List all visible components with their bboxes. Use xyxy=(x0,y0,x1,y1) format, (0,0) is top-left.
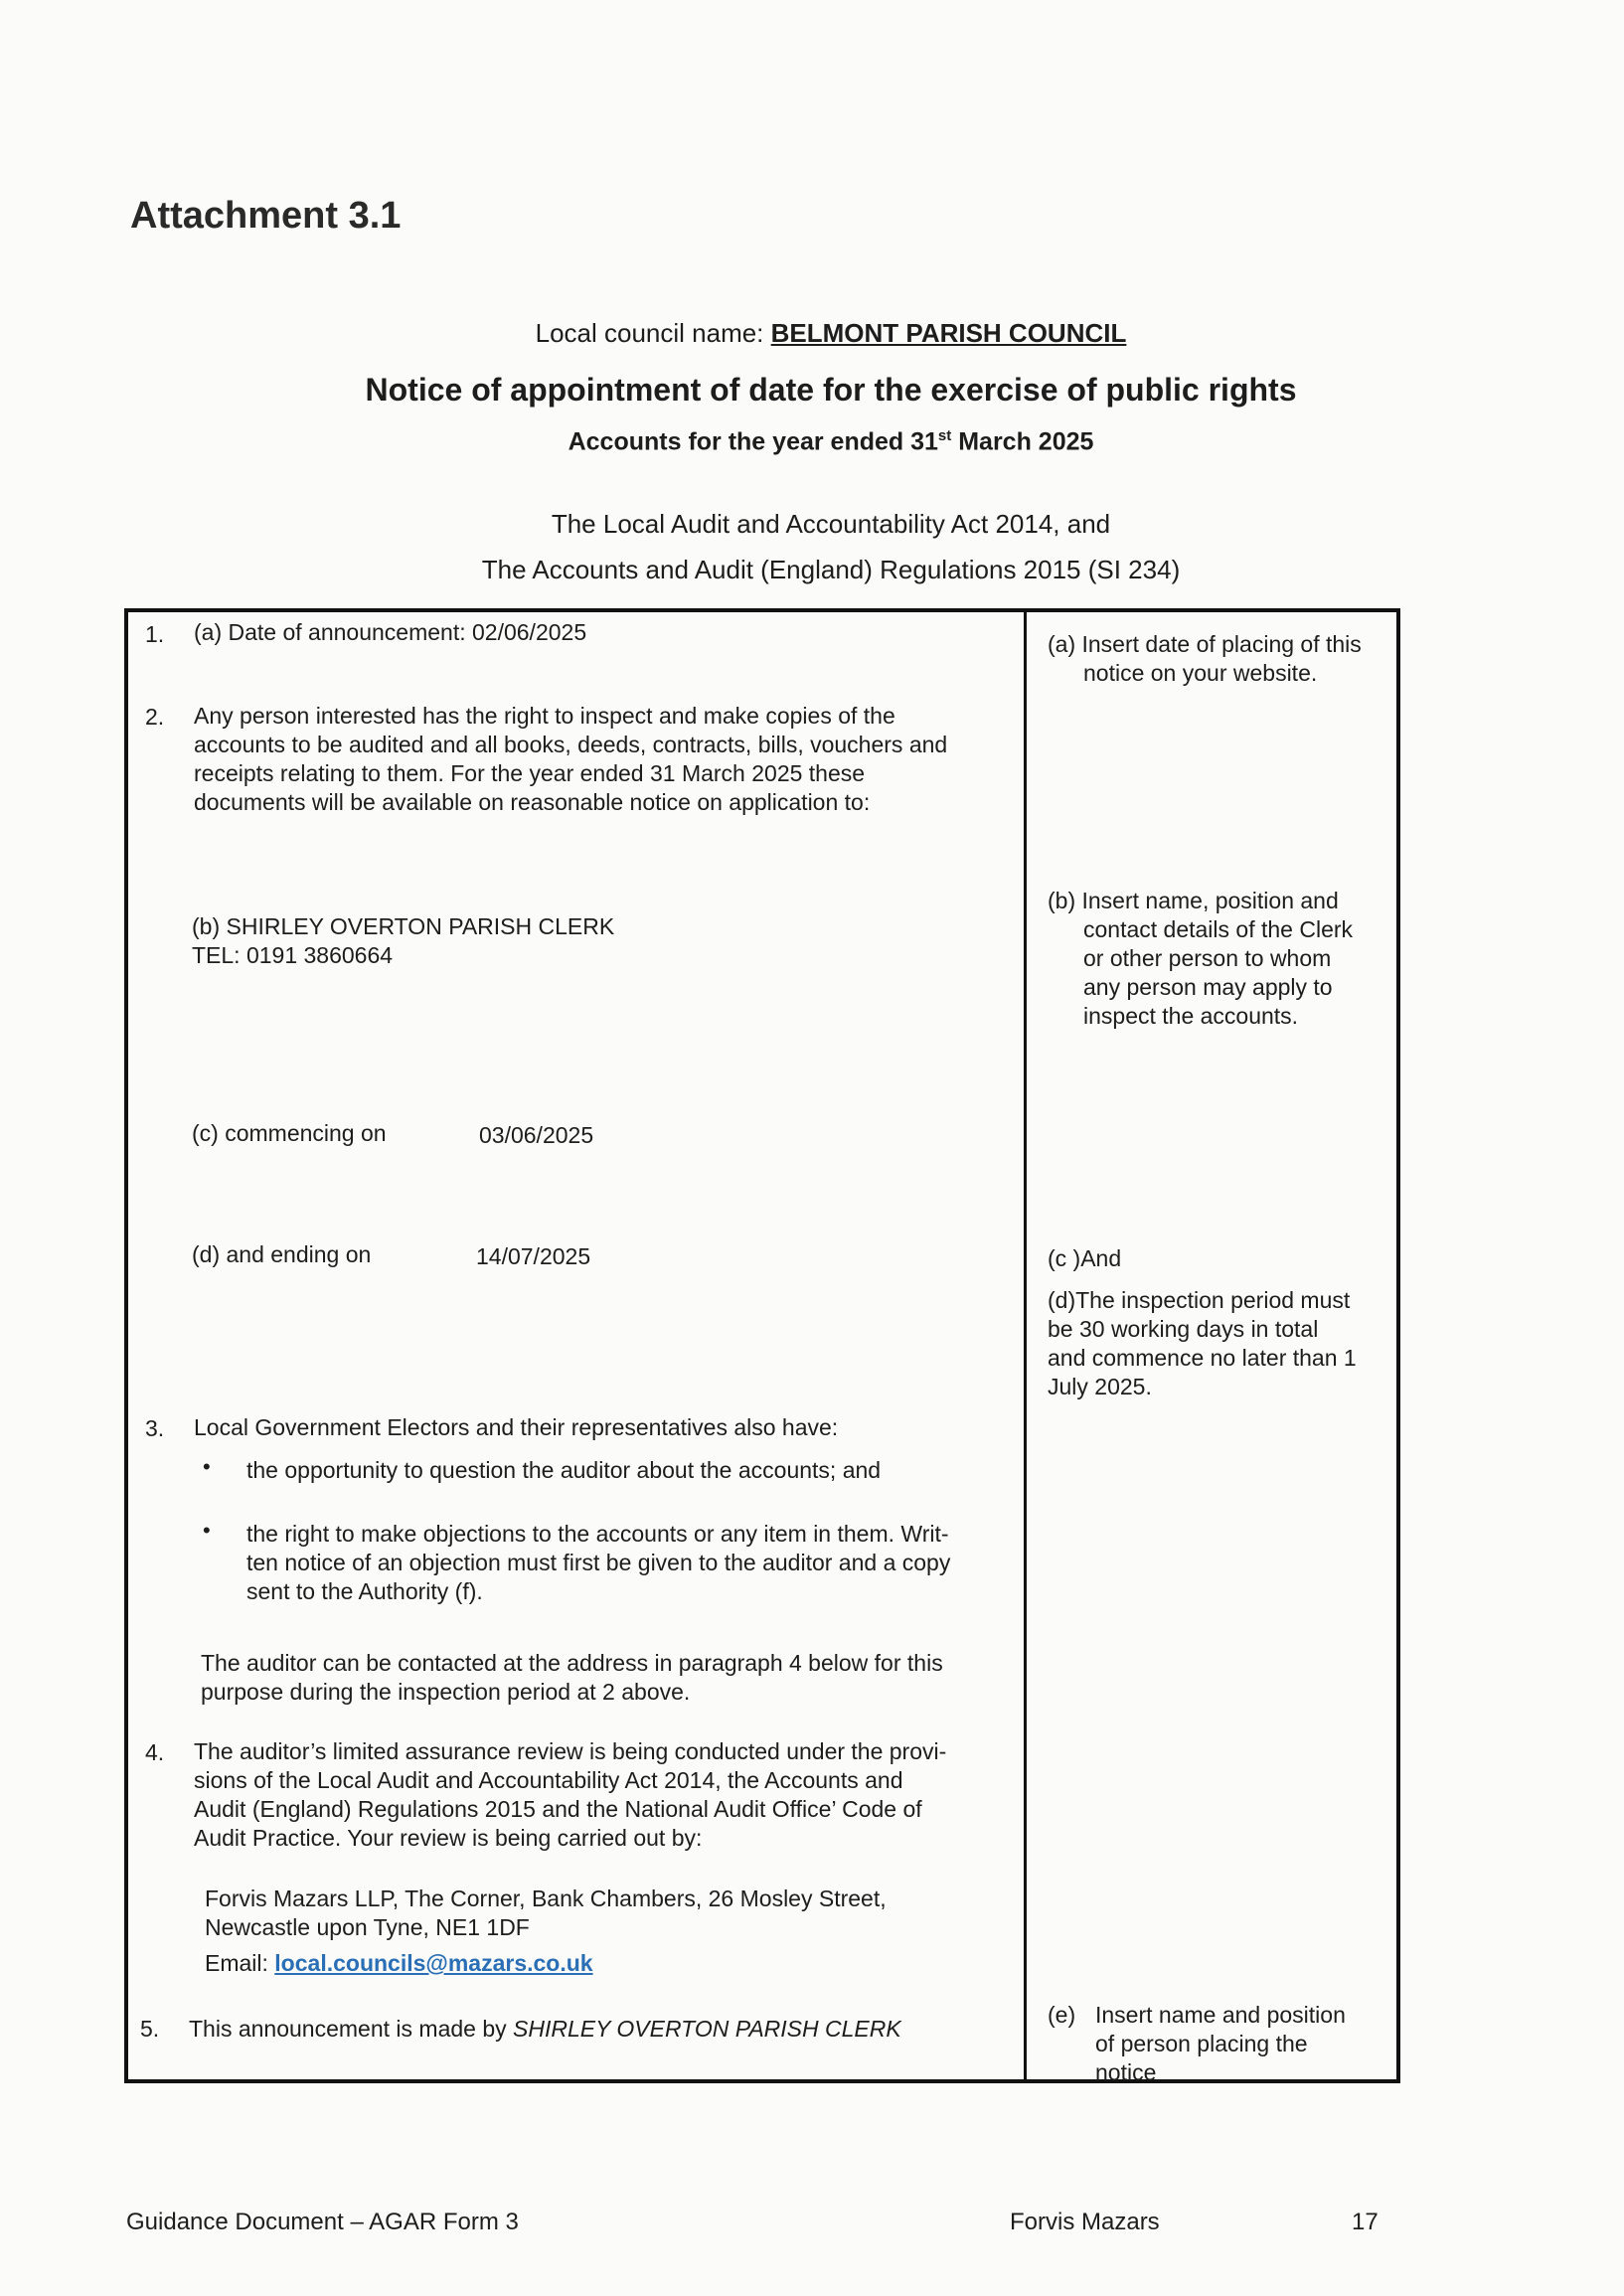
attachment-heading: Attachment 3.1 xyxy=(130,195,402,237)
note-d-line: (d)The inspection period must xyxy=(1048,1287,1351,1313)
item-number-3: 3. xyxy=(145,1415,165,1441)
auditor-line: The auditor can be contacted at the address in paragraph 4 below for this xyxy=(201,1650,943,1676)
announcement-by-name: SHIRLEY OVERTON PARISH CLERK xyxy=(513,2016,901,2042)
item4-line: sions of the Local Audit and Accountability Act 2014, the Accounts and xyxy=(194,1767,903,1793)
address-line: Newcastle upon Tyne, NE1 1DF xyxy=(205,1914,530,1940)
commencing-label: (c) commencing on xyxy=(192,1120,387,1146)
item-number-5: 5. xyxy=(140,2016,160,2042)
auditor-review xyxy=(194,1737,946,1853)
note-e xyxy=(1095,2001,1346,2087)
note-d-line: July 2025. xyxy=(1048,1374,1152,1399)
announcement-by xyxy=(189,2015,901,2044)
note-b-line: inspect the accounts. xyxy=(1083,1003,1299,1029)
notice-title: Notice of appointment of date for the exercise of public rights xyxy=(365,372,1297,408)
note-b-line: contact details of the Clerk xyxy=(1083,916,1354,942)
bullet-icon: • xyxy=(203,1518,211,1543)
item2-line: Any person interested has the right to inspect and make copies of the xyxy=(194,703,895,729)
item4-line: The auditor’s limited assurance review is being conducted under the provi- xyxy=(194,1738,947,1764)
auditor-line: purpose during the inspection period at 2 above. xyxy=(201,1679,691,1705)
act-line-1: The Local Audit and Accountability Act 2014, and xyxy=(551,509,1111,539)
bullet2-line: the right to make objections to the accounts or any item in them. Writ- xyxy=(246,1521,949,1547)
bullet2-line: sent to the Authority (f). xyxy=(246,1578,483,1604)
bullet2-line: ten notice of an objection must first be given to the auditor and a copy xyxy=(246,1550,951,1575)
subtitle-text: Accounts for the year ended 31 xyxy=(568,427,938,456)
contact-phone: TEL: 0191 3860664 xyxy=(192,942,394,968)
note-b-line: or other person to whom xyxy=(1083,945,1332,971)
announcement-by-label: This announcement is made by xyxy=(189,2016,514,2042)
item2-line: documents will be available on reasonable notice on application to: xyxy=(194,789,871,815)
address-line: Forvis Mazars LLP, The Corner, Bank Chambers, 26 Mosley Street, xyxy=(205,1886,887,1911)
item4-line: Audit (England) Regulations 2015 and the National Audit Office’ Code of xyxy=(194,1796,922,1822)
email-link[interactable]: local.councils@mazars.co.uk xyxy=(274,1950,593,1976)
note-b-line: any person may apply to xyxy=(1083,974,1333,1000)
note-d-line: and commence no later than 1 xyxy=(1048,1345,1357,1371)
contact-name: (b) SHIRLEY OVERTON PARISH CLERK xyxy=(192,913,615,939)
subtitle-sup: st xyxy=(937,427,952,444)
item-number-2: 2. xyxy=(145,704,165,730)
item4-line: Audit Practice. Your review is being carried out by: xyxy=(194,1825,703,1851)
auditor-contact xyxy=(201,1649,943,1707)
announcement-date: (a) Date of announcement: 02/06/2025 xyxy=(194,619,587,645)
auditor-address xyxy=(205,1885,887,1942)
council-line xyxy=(0,318,1624,349)
subtitle-year: March 2025 xyxy=(951,427,1094,456)
item2-line: accounts to be audited and all books, deeds, contracts, bills, vouchers and xyxy=(194,732,948,757)
bullet-objections xyxy=(246,1520,950,1606)
electors-rights: Local Government Electors and their representatives also have: xyxy=(194,1414,839,1440)
act-line-2: The Accounts and Audit (England) Regulations 2015 (SI 234) xyxy=(481,555,1181,584)
auditor-email-line xyxy=(205,1949,593,1978)
ending-label: (d) and ending on xyxy=(192,1241,372,1267)
note-d xyxy=(1048,1286,1357,1401)
item2-line: receipts relating to them. For the year ended 31 March 2025 these xyxy=(194,760,866,786)
commencing-date: 03/06/2025 xyxy=(479,1122,594,1148)
note-b xyxy=(1048,887,1353,1031)
note-d-line: be 30 working days in total xyxy=(1048,1316,1319,1342)
item-number-4: 4. xyxy=(145,1739,165,1765)
inspection-rights xyxy=(194,702,947,817)
email-label: Email: xyxy=(205,1950,275,1976)
notice-subtitle xyxy=(0,427,1624,456)
footer-company: Forvis Mazars xyxy=(1010,2209,1160,2235)
council-name: BELMONT PARISH COUNCIL xyxy=(770,318,1127,348)
note-e-line: Insert name and position xyxy=(1095,2002,1346,2028)
item-number-1: 1. xyxy=(145,621,165,647)
note-a-line: notice on your website. xyxy=(1083,660,1318,686)
note-a xyxy=(1048,630,1362,688)
bullet-question: the opportunity to question the auditor about the accounts; and xyxy=(246,1457,882,1483)
note-e-line: notice xyxy=(1095,2059,1157,2085)
council-label: Local council name: xyxy=(535,318,771,348)
ending-date: 14/07/2025 xyxy=(476,1243,591,1269)
note-e-label: (e) xyxy=(1048,2002,1076,2028)
column-divider xyxy=(1024,608,1027,2083)
note-a-line: (a) Insert date of placing of this xyxy=(1048,631,1362,657)
bullet-icon: • xyxy=(203,1454,211,1479)
footer-document: Guidance Document – AGAR Form 3 xyxy=(126,2209,519,2235)
note-e-line: of person placing the xyxy=(1095,2031,1308,2056)
contact-details xyxy=(192,912,614,970)
note-c: (c )And xyxy=(1048,1245,1122,1271)
note-b-line: (b) Insert name, position and xyxy=(1048,888,1339,913)
page-number: 17 xyxy=(1352,2209,1379,2235)
